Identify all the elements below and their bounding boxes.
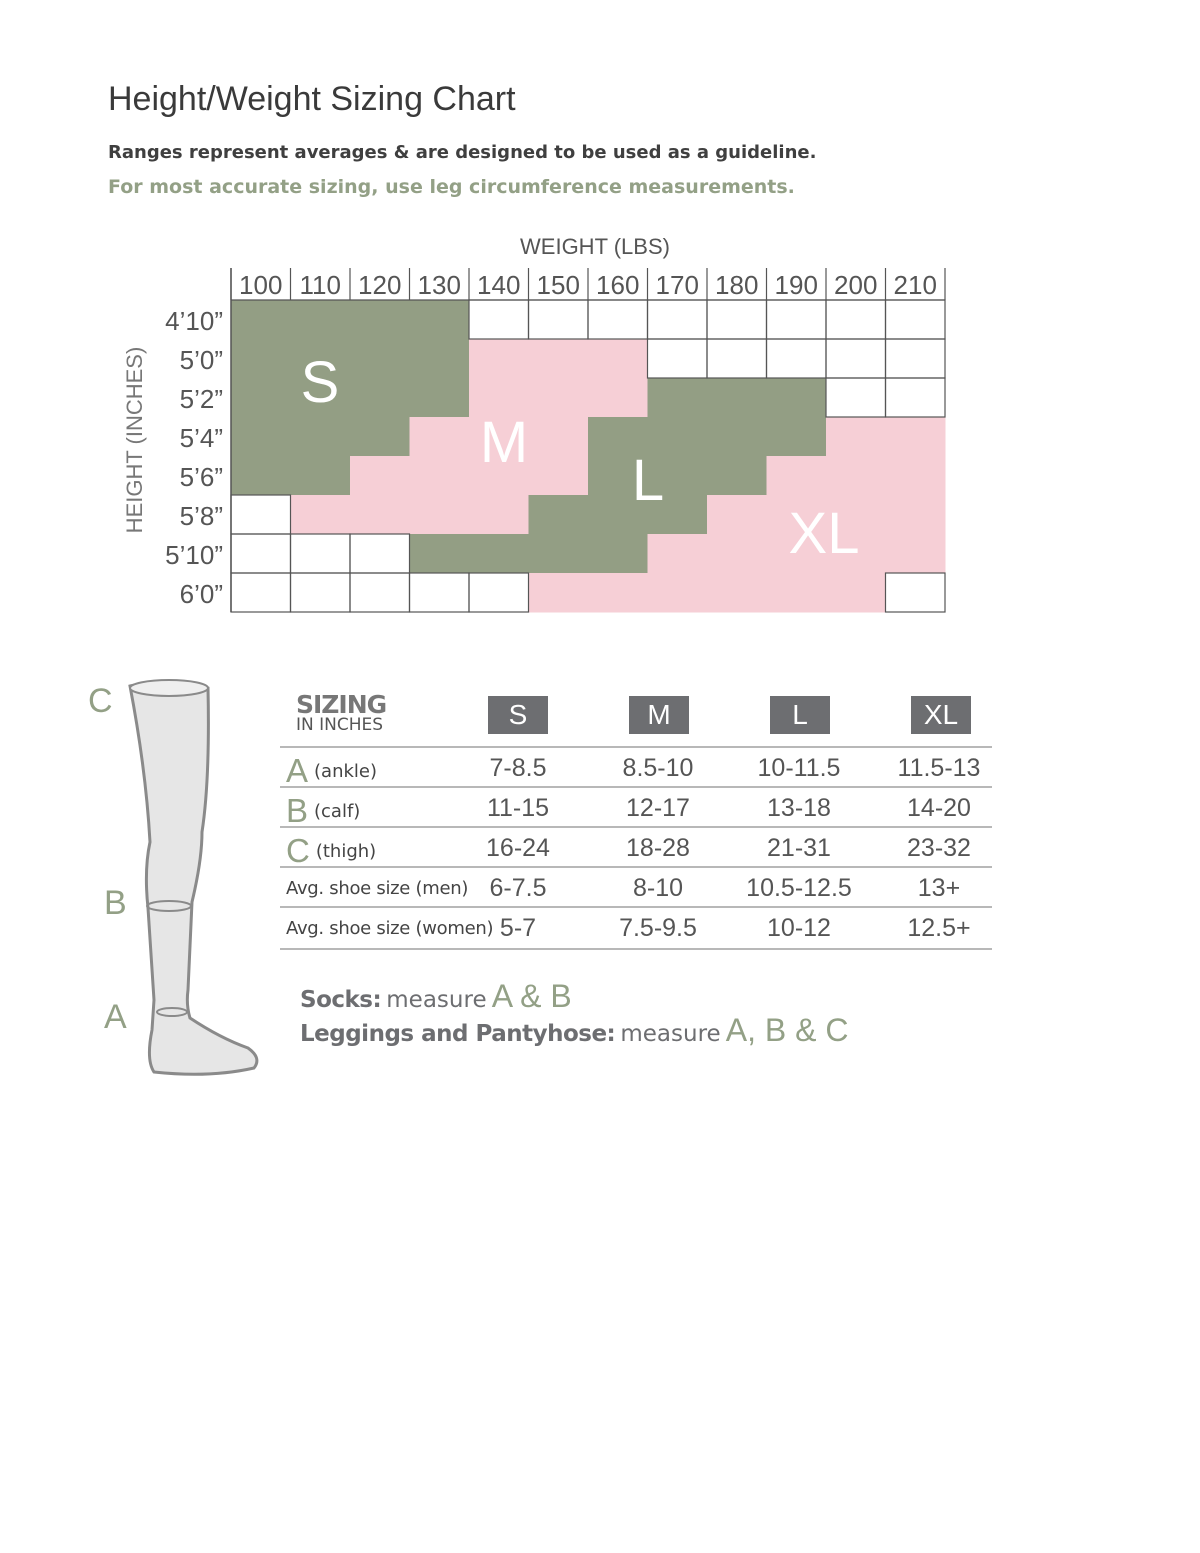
table-cell: 13+: [917, 874, 961, 902]
size-badge-s: S: [488, 696, 548, 734]
y-tick-label: 4’10”: [165, 306, 223, 336]
grid-cell: [886, 339, 946, 379]
grid-cell: [588, 573, 648, 613]
grid-cell: [291, 417, 351, 457]
row-label: (calf): [314, 800, 361, 822]
grid-cell: [529, 456, 589, 496]
grid-cell: [350, 534, 410, 574]
grid-cell: [648, 339, 708, 379]
y-tick-label: 5’8”: [179, 501, 223, 531]
grid-cell: [707, 300, 767, 340]
grid-cell: [529, 300, 589, 340]
y-tick-label: 5’2”: [179, 384, 223, 414]
grid-cell: [707, 534, 767, 574]
table-title: SIZING: [296, 690, 387, 719]
grid-cell: [469, 300, 529, 340]
grid-cell: [529, 378, 589, 418]
leggings-measure-points: A, B & C: [725, 1012, 849, 1048]
grid-cell: [826, 456, 886, 496]
grid-cell: [291, 573, 351, 613]
leg-label-b: B: [104, 884, 127, 922]
socks-label: Socks:: [300, 987, 382, 1013]
leg-outline: [130, 681, 257, 1074]
leggings-measure-text: measure: [620, 1021, 721, 1047]
grid-cell: [231, 456, 291, 496]
grid-cell: [648, 573, 708, 613]
grid-cell: [767, 339, 827, 379]
size-region-label: S: [300, 350, 340, 415]
grid-cell: [410, 495, 470, 535]
grid-cell: [469, 573, 529, 613]
leggings-label: Leggings and Pantyhose:: [300, 1021, 616, 1047]
grid-cell: [529, 417, 589, 457]
table-cell: 23-32: [907, 834, 971, 862]
leggings-instruction: [300, 1012, 848, 1049]
grid-cell: [231, 495, 291, 535]
table-cell: 16-24: [486, 834, 550, 862]
grid-cell: [529, 495, 589, 535]
grid-cell: [410, 378, 470, 418]
grid-cell: [410, 534, 470, 574]
table-cell: 12.5+: [907, 914, 971, 942]
y-axis-title: HEIGHT (INCHES): [122, 346, 147, 534]
subtitle: Ranges represent averages & are designed to be used as a guideline.: [108, 142, 817, 163]
table-cell: 21-31: [767, 834, 831, 862]
grid-cell: [588, 378, 648, 418]
grid-cell: [410, 417, 470, 457]
row-label: (thigh): [315, 840, 377, 862]
table-cell: 8-10: [632, 874, 684, 902]
table-row-shoe-women: [280, 906, 992, 950]
grid-cell: [707, 417, 767, 457]
table-cell: 18-28: [626, 834, 690, 862]
x-tick-label: 130: [417, 270, 461, 300]
table-cell: 10-12: [767, 914, 831, 942]
grid-cell: [767, 378, 827, 418]
grid-cell: [529, 573, 589, 613]
grid-cell: [469, 534, 529, 574]
y-tick-label: 6’0”: [179, 579, 223, 609]
grid-cell: [826, 417, 886, 457]
grid-cell: [826, 378, 886, 418]
grid-cell: [231, 417, 291, 457]
grid-cell: [231, 339, 291, 379]
size-region-label: XL: [788, 501, 860, 566]
page-title: Height/Weight Sizing Chart: [108, 80, 516, 118]
grid-cell: [350, 417, 410, 457]
table-cell: 5-7: [499, 914, 537, 942]
table-row-calf: [280, 786, 992, 828]
x-tick-label: 100: [239, 270, 283, 300]
grid-cell: [469, 495, 529, 535]
grid-cell: [529, 339, 589, 379]
x-tick-label: 120: [358, 270, 402, 300]
grid-cell: [231, 573, 291, 613]
table-cell: 12-17: [626, 794, 690, 822]
x-axis-title: WEIGHT (LBS): [520, 234, 670, 259]
table-cell: 11.5-13: [897, 754, 981, 782]
size-badge-m: M: [629, 696, 689, 734]
grid-cell: [648, 378, 708, 418]
table-row-thigh: [280, 826, 992, 868]
x-tick-label: 190: [774, 270, 818, 300]
grid-cell: [826, 339, 886, 379]
x-tick-label: 180: [715, 270, 759, 300]
grid-cell: [886, 495, 946, 535]
grid-cell: [350, 456, 410, 496]
grid-cell: [291, 300, 351, 340]
thigh-band: [130, 680, 208, 696]
size-badge-l: L: [770, 696, 830, 734]
table-cell: 14-20: [907, 794, 971, 822]
grid-cell: [291, 495, 351, 535]
grid-cell: [767, 417, 827, 457]
x-tick-label: 140: [477, 270, 521, 300]
x-tick-label: 160: [596, 270, 640, 300]
grid-cell: [886, 378, 946, 418]
x-tick-label: 150: [536, 270, 580, 300]
row-label: (ankle): [314, 760, 377, 782]
grid-cell: [826, 300, 886, 340]
grid-cell: [410, 339, 470, 379]
table-cell: 7.5-9.5: [619, 914, 697, 942]
size-badge-xl: XL: [911, 696, 971, 734]
table-heading: [296, 692, 386, 734]
grid-cell: [350, 495, 410, 535]
table-cell: 13-18: [767, 794, 831, 822]
grid-cell: [350, 573, 410, 613]
grid-cell: [767, 573, 827, 613]
grid-cell: [707, 573, 767, 613]
grid-cell: [350, 300, 410, 340]
grid-cell: [588, 339, 648, 379]
grid-cell: [707, 378, 767, 418]
y-tick-label: 5’0”: [179, 345, 223, 375]
grid-cell: [291, 534, 351, 574]
table-cell: 10-11.5: [757, 754, 841, 782]
grid-cell: [886, 417, 946, 457]
grid-cell: [886, 573, 946, 613]
size-region-label: L: [631, 448, 665, 513]
x-tick-label: 170: [655, 270, 699, 300]
grid-cell: [350, 378, 410, 418]
grid-cell: [410, 573, 470, 613]
leg-illustration: [80, 670, 280, 1090]
grid-cell: [529, 534, 589, 574]
table-cell: 11-15: [486, 794, 550, 822]
grid-cell: [707, 339, 767, 379]
sizing-chart: [0, 0, 1200, 640]
table-cell: 10.5-12.5: [746, 874, 852, 902]
grid-cell: [707, 456, 767, 496]
row-letter: A: [286, 752, 309, 789]
grid-cell: [588, 534, 648, 574]
socks-measure-text: measure: [386, 987, 487, 1013]
table-row-ankle: [280, 746, 992, 788]
row-letter: B: [286, 792, 309, 829]
x-tick-label: 210: [893, 270, 937, 300]
socks-instruction: [300, 978, 572, 1015]
grid-cell: [648, 300, 708, 340]
row-label: Avg. shoe size (men): [286, 878, 469, 899]
grid-cell: [410, 456, 470, 496]
y-tick-label: 5’10”: [165, 540, 223, 570]
grid-cell: [410, 300, 470, 340]
grid-cell: [886, 456, 946, 496]
grid-cell: [648, 534, 708, 574]
table-row-shoe-men: [280, 866, 992, 908]
grid-cell: [767, 300, 827, 340]
y-tick-label: 5’6”: [179, 462, 223, 492]
x-tick-label: 200: [834, 270, 878, 300]
size-region-label: M: [479, 410, 529, 475]
table-cell: 8.5-10: [622, 754, 694, 782]
row-label: Avg. shoe size (women): [286, 918, 494, 939]
grid-cell: [767, 456, 827, 496]
table-subtitle: IN INCHES: [296, 715, 384, 735]
grid-cell: [469, 339, 529, 379]
grid-cell: [886, 534, 946, 574]
table-cell: 7-8.5: [489, 754, 547, 782]
table-cell: 6-7.5: [489, 874, 547, 902]
grid-cell: [231, 378, 291, 418]
accuracy-note: For most accurate sizing, use leg circumference measurements.: [108, 176, 795, 198]
grid-cell: [231, 300, 291, 340]
x-tick-label: 110: [299, 270, 341, 300]
row-letter: C: [286, 832, 310, 869]
grid-cell: [350, 339, 410, 379]
grid-cell: [231, 534, 291, 574]
socks-measure-points: A & B: [491, 978, 572, 1014]
leg-label-c: C: [88, 682, 113, 720]
grid-cell: [588, 300, 648, 340]
grid-cell: [291, 456, 351, 496]
leg-label-a: A: [104, 998, 127, 1036]
y-tick-label: 5’4”: [179, 423, 223, 453]
grid-cell: [886, 300, 946, 340]
grid-cell: [826, 573, 886, 613]
grid-cell: [707, 495, 767, 535]
